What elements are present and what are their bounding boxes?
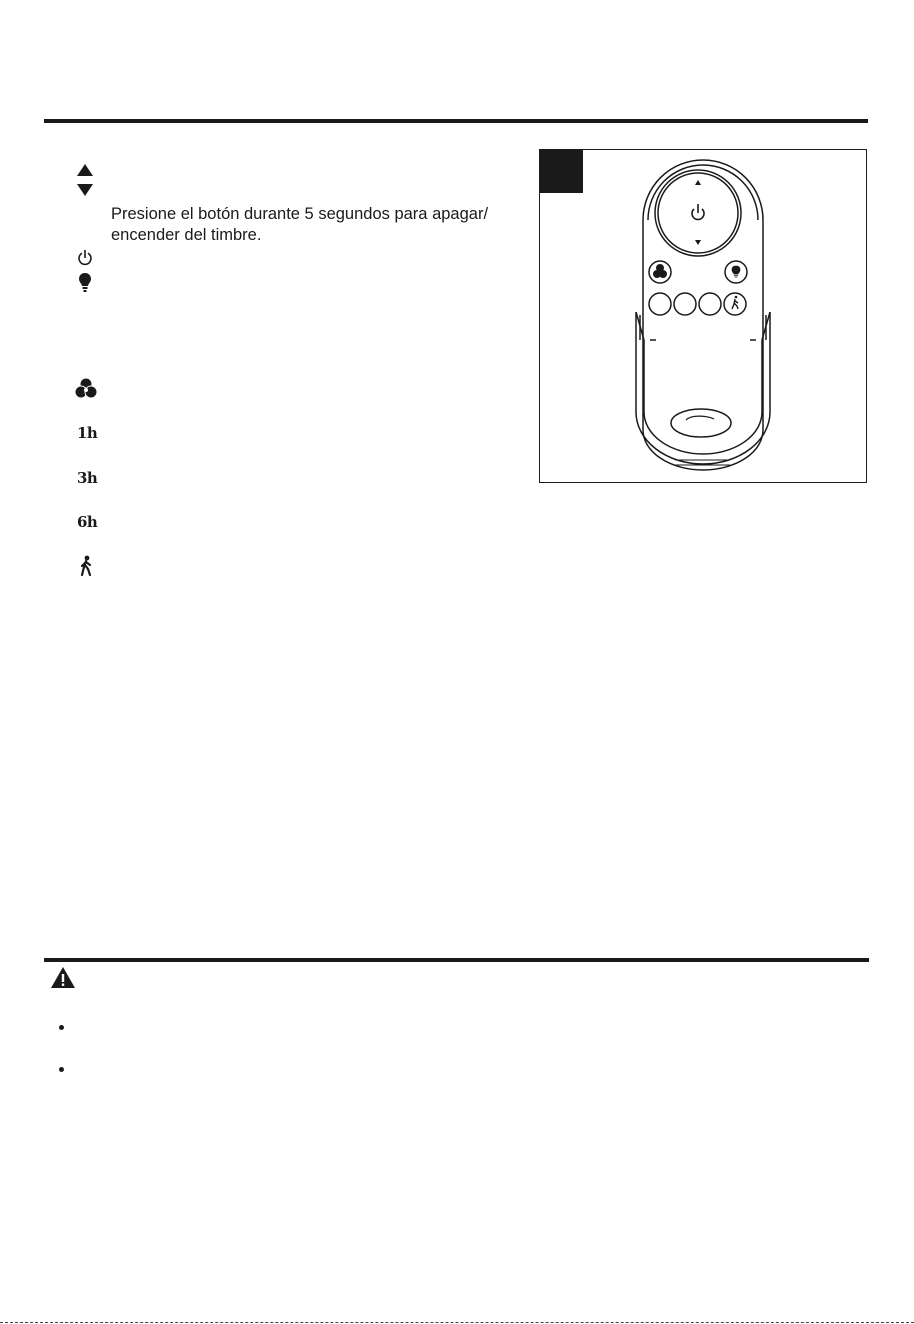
timer-6h-button (699, 293, 721, 315)
triangle-up-icon (76, 163, 94, 177)
up-arrow-button (695, 180, 701, 185)
color-mix-icon (74, 377, 98, 400)
down-arrow-button (695, 240, 701, 245)
doorbell-text-line2: encender del timbre. (111, 226, 262, 244)
warning-triangle-icon (50, 966, 76, 989)
brand-oval (671, 409, 731, 437)
header-rule (44, 119, 868, 123)
timer-1h-button (649, 293, 671, 315)
doorbell-instruction (111, 204, 511, 246)
power-icon (77, 249, 93, 266)
timer-3h-button (674, 293, 696, 315)
warning-bullet-2 (59, 1067, 64, 1072)
triangle-down-icon (76, 183, 94, 197)
remote-control-illustration (540, 150, 866, 482)
timer-3h-icon: 3h (77, 469, 98, 487)
page-edge-dash (0, 1322, 914, 1323)
warning-rule (44, 958, 869, 962)
timer-1h-icon: 1h (77, 424, 98, 442)
doorbell-text-line1: Presione el botón durante 5 segundos para apagar/ (111, 205, 489, 223)
timer-6h-icon: 6h (77, 513, 98, 531)
walking-person-icon (78, 555, 94, 577)
remote-figure (539, 149, 867, 483)
warning-bullet-1 (59, 1025, 64, 1030)
power-button (692, 204, 704, 219)
holder-clip (636, 312, 770, 464)
bulb-icon (78, 272, 92, 293)
